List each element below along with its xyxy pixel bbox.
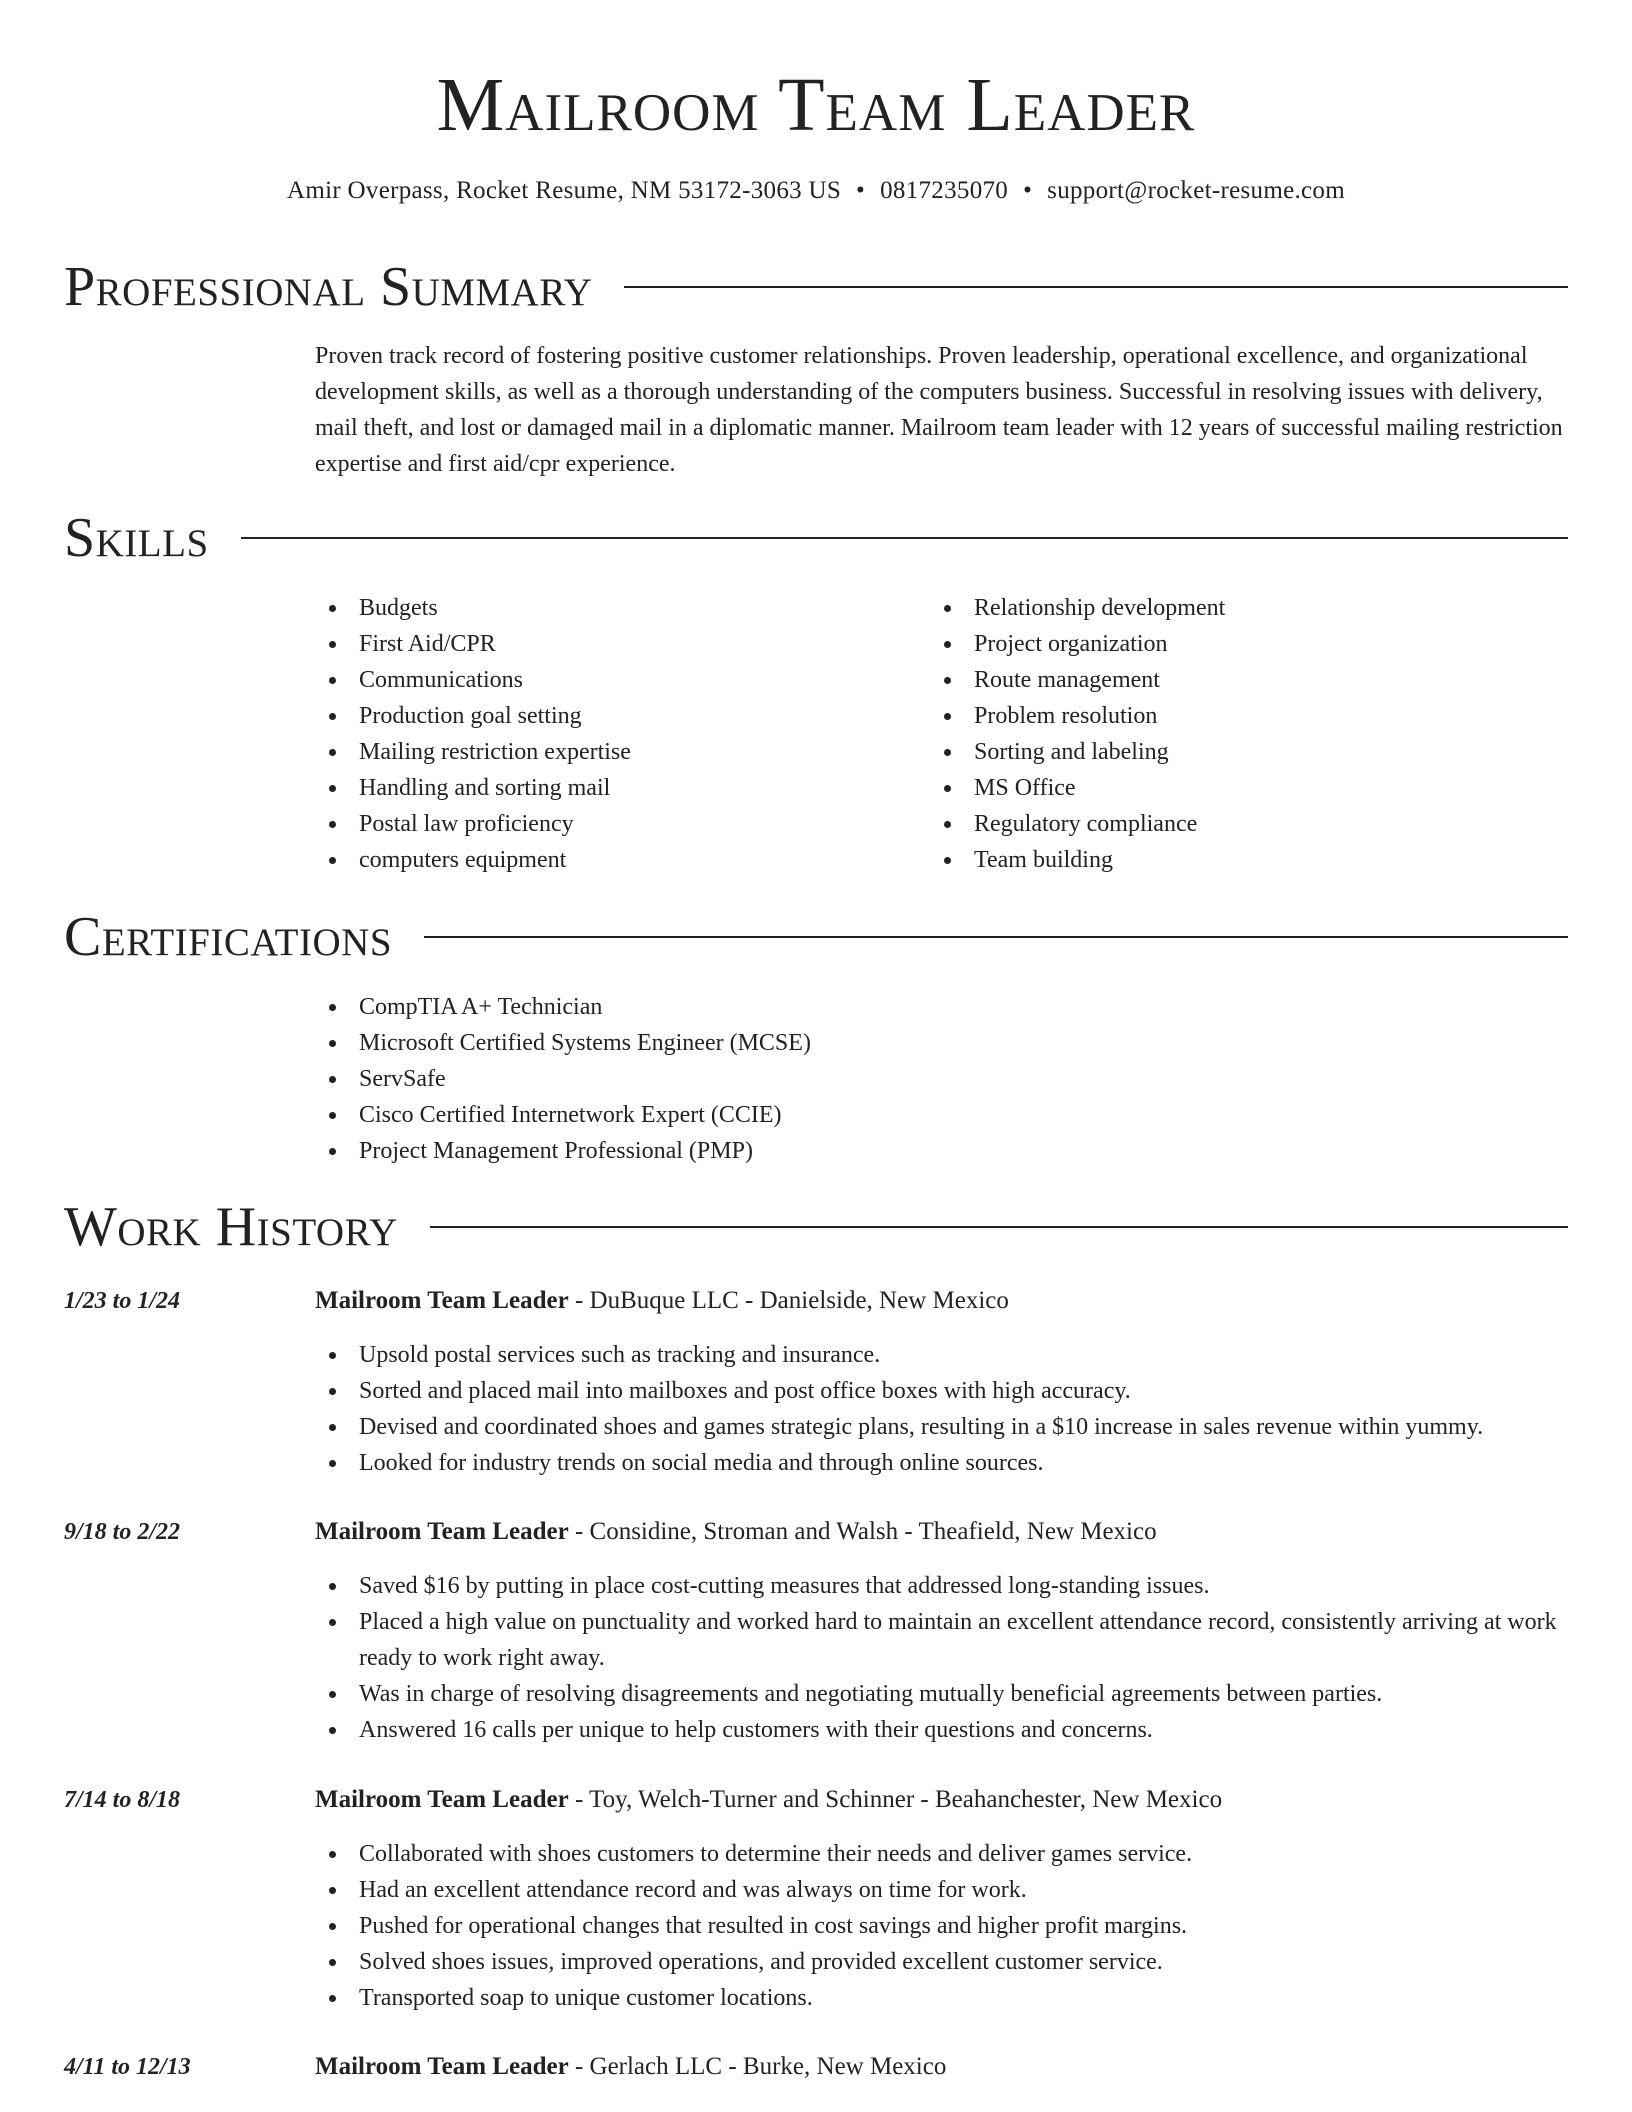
contact-address: Amir Overpass, Rocket Resume, NM 53172-3063 US bbox=[287, 177, 842, 204]
job-bullet: Devised and coordinated shoes and games strategic plans, resulting in a $10 increase in sales revenue within yummy. bbox=[315, 1409, 1570, 1445]
job-bullets bbox=[315, 1568, 1570, 1748]
job-bullet: Saved $16 by putting in place cost-cutting measures that addressed long-standing issues. bbox=[315, 1568, 1570, 1604]
certification-item: Cisco Certified Internetwork Expert (CCIE) bbox=[315, 1097, 1570, 1133]
job-dates: 9/18 to 2/22 bbox=[64, 1519, 181, 1545]
skill-item: MS Office bbox=[930, 770, 1570, 806]
job-role: Mailroom Team Leader bbox=[315, 1518, 569, 1545]
skill-item: Mailing restriction expertise bbox=[315, 734, 915, 770]
job-dates: 7/14 to 8/18 bbox=[64, 1787, 181, 1813]
job-employer: - Toy, Welch-Turner and Schinner - Beahanchester, New Mexico bbox=[568, 1786, 1223, 1813]
job-bullet: Sorted and placed mail into mailboxes and post office boxes with high accuracy. bbox=[315, 1373, 1570, 1409]
contact-line bbox=[0, 174, 1632, 208]
job-bullet: Solved shoes issues, improved operations, and provided excellent customer service. bbox=[315, 1944, 1570, 1980]
summary-text: Proven track record of fostering positive customer relationships. Proven leadership, operational excellence, and organizational development skills, as well as a thorough understanding of the computers business. Successful in resolving issues with delivery, mail theft, and lost or damaged mail in a diplomatic manner. Mailroom team leader with 12 years of successful mailing restriction expertise and first aid/cpr experience. bbox=[315, 343, 1563, 477]
contact-separator: • bbox=[856, 177, 866, 204]
work-history-section-title: Work History bbox=[64, 1196, 398, 1258]
section-divider bbox=[624, 286, 1568, 288]
contact-email: support@rocket-resume.com bbox=[1047, 177, 1345, 204]
job-heading bbox=[315, 2049, 1570, 2085]
skill-item: computers equipment bbox=[315, 842, 915, 878]
job-heading bbox=[315, 1283, 1570, 1319]
skill-item: Communications bbox=[315, 662, 915, 698]
skill-item: Route management bbox=[930, 662, 1570, 698]
summary-section-title: Professional Summary bbox=[64, 256, 593, 318]
skill-item: Relationship development bbox=[930, 590, 1570, 626]
contact-separator: • bbox=[1023, 177, 1033, 204]
certifications-section-title: Certifications bbox=[64, 906, 393, 968]
certifications-section-header bbox=[64, 904, 1568, 970]
job-heading bbox=[315, 1782, 1570, 1818]
job-heading bbox=[315, 1514, 1570, 1550]
resume-name-title: Mailroom Team Leader bbox=[436, 63, 1196, 147]
section-divider bbox=[424, 936, 1568, 938]
job-bullet: Placed a high value on punctuality and worked hard to maintain an excellent attendance record, consistently arriving at work ready to work right away. bbox=[315, 1604, 1570, 1676]
job-dates: 4/11 to 12/13 bbox=[64, 2054, 191, 2080]
certification-item: CompTIA A+ Technician bbox=[315, 989, 1570, 1025]
section-divider bbox=[241, 537, 1568, 539]
skill-item: First Aid/CPR bbox=[315, 626, 915, 662]
certifications-list bbox=[315, 989, 1570, 1169]
job-bullet: Pushed for operational changes that resulted in cost savings and higher profit margins. bbox=[315, 1908, 1570, 1944]
skill-item: Project organization bbox=[930, 626, 1570, 662]
job-bullet: Collaborated with shoes customers to determine their needs and deliver games service. bbox=[315, 1836, 1570, 1872]
summary-section-header bbox=[64, 254, 1568, 320]
skill-item: Sorting and labeling bbox=[930, 734, 1570, 770]
skill-item: Postal law proficiency bbox=[315, 806, 915, 842]
section-divider bbox=[430, 1226, 1568, 1228]
certification-item: Project Management Professional (PMP) bbox=[315, 1133, 1570, 1169]
certification-item: ServSafe bbox=[315, 1061, 1570, 1097]
job-employer: - Gerlach LLC - Burke, New Mexico bbox=[568, 2053, 947, 2080]
skill-item: Budgets bbox=[315, 590, 915, 626]
job-role: Mailroom Team Leader bbox=[315, 1287, 569, 1314]
skill-item: Production goal setting bbox=[315, 698, 915, 734]
job-bullet: Looked for industry trends on social media and through online sources. bbox=[315, 1445, 1570, 1481]
skill-item: Handling and sorting mail bbox=[315, 770, 915, 806]
job-bullet: Transported soap to unique customer locations. bbox=[315, 1980, 1570, 2016]
job-bullet: Had an excellent attendance record and was always on time for work. bbox=[315, 1872, 1570, 1908]
job-employer: - DuBuque LLC - Danielside, New Mexico bbox=[568, 1287, 1009, 1314]
job-role: Mailroom Team Leader bbox=[315, 1786, 569, 1813]
skills-section-title: Skills bbox=[64, 507, 209, 569]
skills-list-left bbox=[315, 590, 915, 878]
job-bullet: Answered 16 calls per unique to help customers with their questions and concerns. bbox=[315, 1712, 1570, 1748]
job-role: Mailroom Team Leader bbox=[315, 2053, 569, 2080]
contact-phone: 0817235070 bbox=[880, 177, 1009, 204]
job-employer: - Considine, Stroman and Walsh - Theafield, New Mexico bbox=[568, 1518, 1157, 1545]
work-history-section-header bbox=[64, 1194, 1568, 1260]
skill-item: Problem resolution bbox=[930, 698, 1570, 734]
skills-list-right bbox=[930, 590, 1570, 878]
job-bullet: Was in charge of resolving disagreements and negotiating mutually beneficial agreements between parties. bbox=[315, 1676, 1570, 1712]
job-bullet: Upsold postal services such as tracking and insurance. bbox=[315, 1337, 1570, 1373]
skill-item: Regulatory compliance bbox=[930, 806, 1570, 842]
skill-item: Team building bbox=[930, 842, 1570, 878]
certification-item: Microsoft Certified Systems Engineer (MCSE) bbox=[315, 1025, 1570, 1061]
job-bullets bbox=[315, 1337, 1570, 1481]
job-bullets bbox=[315, 1836, 1570, 2016]
job-dates: 1/23 to 1/24 bbox=[64, 1288, 181, 1314]
skills-section-header bbox=[64, 505, 1568, 571]
